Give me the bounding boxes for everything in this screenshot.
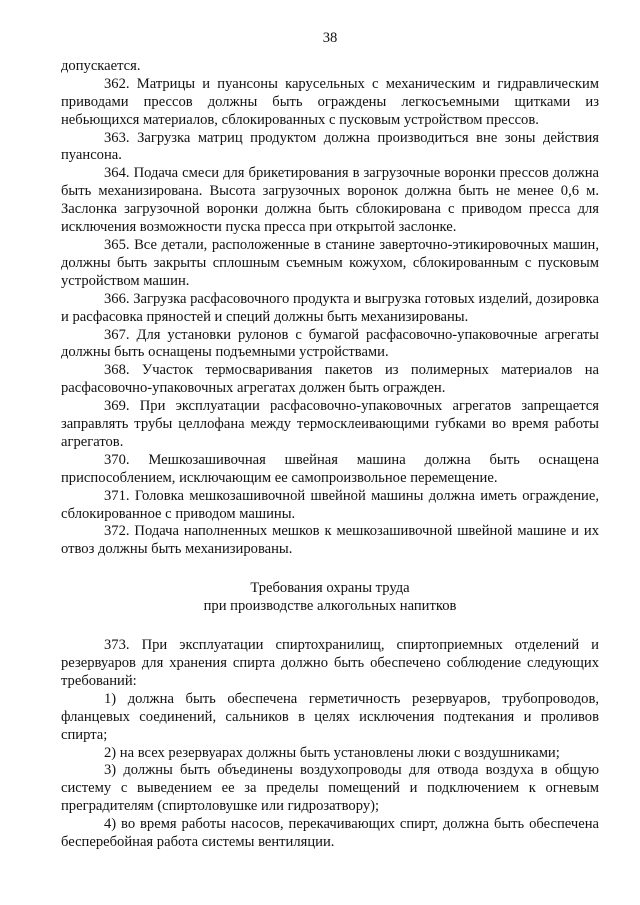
paragraph-363: 363. Загрузка матриц продуктом должна производиться вне зоны действия пуансона.	[61, 129, 599, 164]
paragraph-362: 362. Матрицы и пуансоны карусельных с механическим и гидравлическим приводами прессов должны быть ограждены легкосъемными щитками из небьющихся материалов, сблокированных с пусковым устройством прессов.	[61, 75, 599, 128]
paragraph-367: 367. Для установки рулонов с бумагой расфасовочно-упаковочные агрегаты должны быть оснащены подъемными устройствами.	[61, 326, 599, 361]
paragraph-365: 365. Все детали, расположенные в станине заверточно-этикировочных машин, должны быть закрыты сплошным съемным кожухом, сблокированным с пусковым устройством машин.	[61, 236, 599, 289]
section-heading-line-2: при производстве алкогольных напитков	[203, 598, 457, 615]
paragraph-369: 369. При эксплуатации расфасовочно-упаковочных агрегатов запрещается заправлять трубы целлофана между термосклеивающими губками во время работы агрегатов.	[61, 398, 599, 450]
paragraph-373: 373. При эксплуатации спиртохранилищ, спиртоприемных отделений и резервуаров для хранения спирта должно быть обеспечено соблюдение следующих требований:	[61, 637, 599, 689]
list-item-3: 3) должны быть объединены воздухопроводы для отвода воздуха в общую систему с выведением ее за пределы помещений и подключением к огневым преградителям (спиртоловушке или гидрозатвору);	[61, 762, 599, 815]
page-number: 38	[322, 30, 338, 46]
section-heading	[61, 580, 599, 616]
paragraph-370: 370. Мешкозашивочная швейная машина должна быть оснащена приспособлением, исключающим ее самопроизвольное перемещение.	[61, 451, 599, 486]
paragraph-366: 366. Загрузка расфасовочного продукта и выгрузка готовых изделий, дозировка и расфасовка пряностей и специй должны быть механизированы.	[61, 290, 599, 325]
list-item-2: 2) на всех резервуарах должны быть установлены люки с воздушниками;	[104, 744, 560, 761]
paragraph-364: 364. Подача смеси для брикетирования в загрузочные воронки прессов должна быть механизирована. Высота загрузочных воронок должна быть не менее 0,6 м. Заслонка загрузочной воронки должна быть сблокирована с приводом пресса для исключения возможности пуска пресса при открытой заслонке.	[61, 165, 599, 236]
paragraph-368: 368. Участок термосваривания пакетов из полимерных материалов на расфасовочно-упаковочных агрегатах должен быть огражден.	[61, 362, 599, 397]
list-item-1: 1) должна быть обеспечена герметичность резервуаров, трубопроводов, фланцевых соединений, сальников в целях исключения подтекания и проливов спирта;	[61, 690, 599, 743]
paragraph-371: 371. Головка мешкозашивочной швейной машины должна иметь ограждение, сблокированное с приводом машины.	[61, 487, 599, 522]
section-heading-line-1: Требования охраны труда	[250, 580, 410, 597]
list-item-4: 4) во время работы насосов, перекачивающих спирт, должна быть обеспечена бесперебойная работа системы вентиляции.	[61, 816, 599, 851]
paragraph-372: 372. Подача наполненных мешков к мешкозашивочной швейной машине и их отвоз должны быть механизированы.	[61, 523, 599, 558]
paragraph-continuation: допускается.	[61, 57, 141, 74]
